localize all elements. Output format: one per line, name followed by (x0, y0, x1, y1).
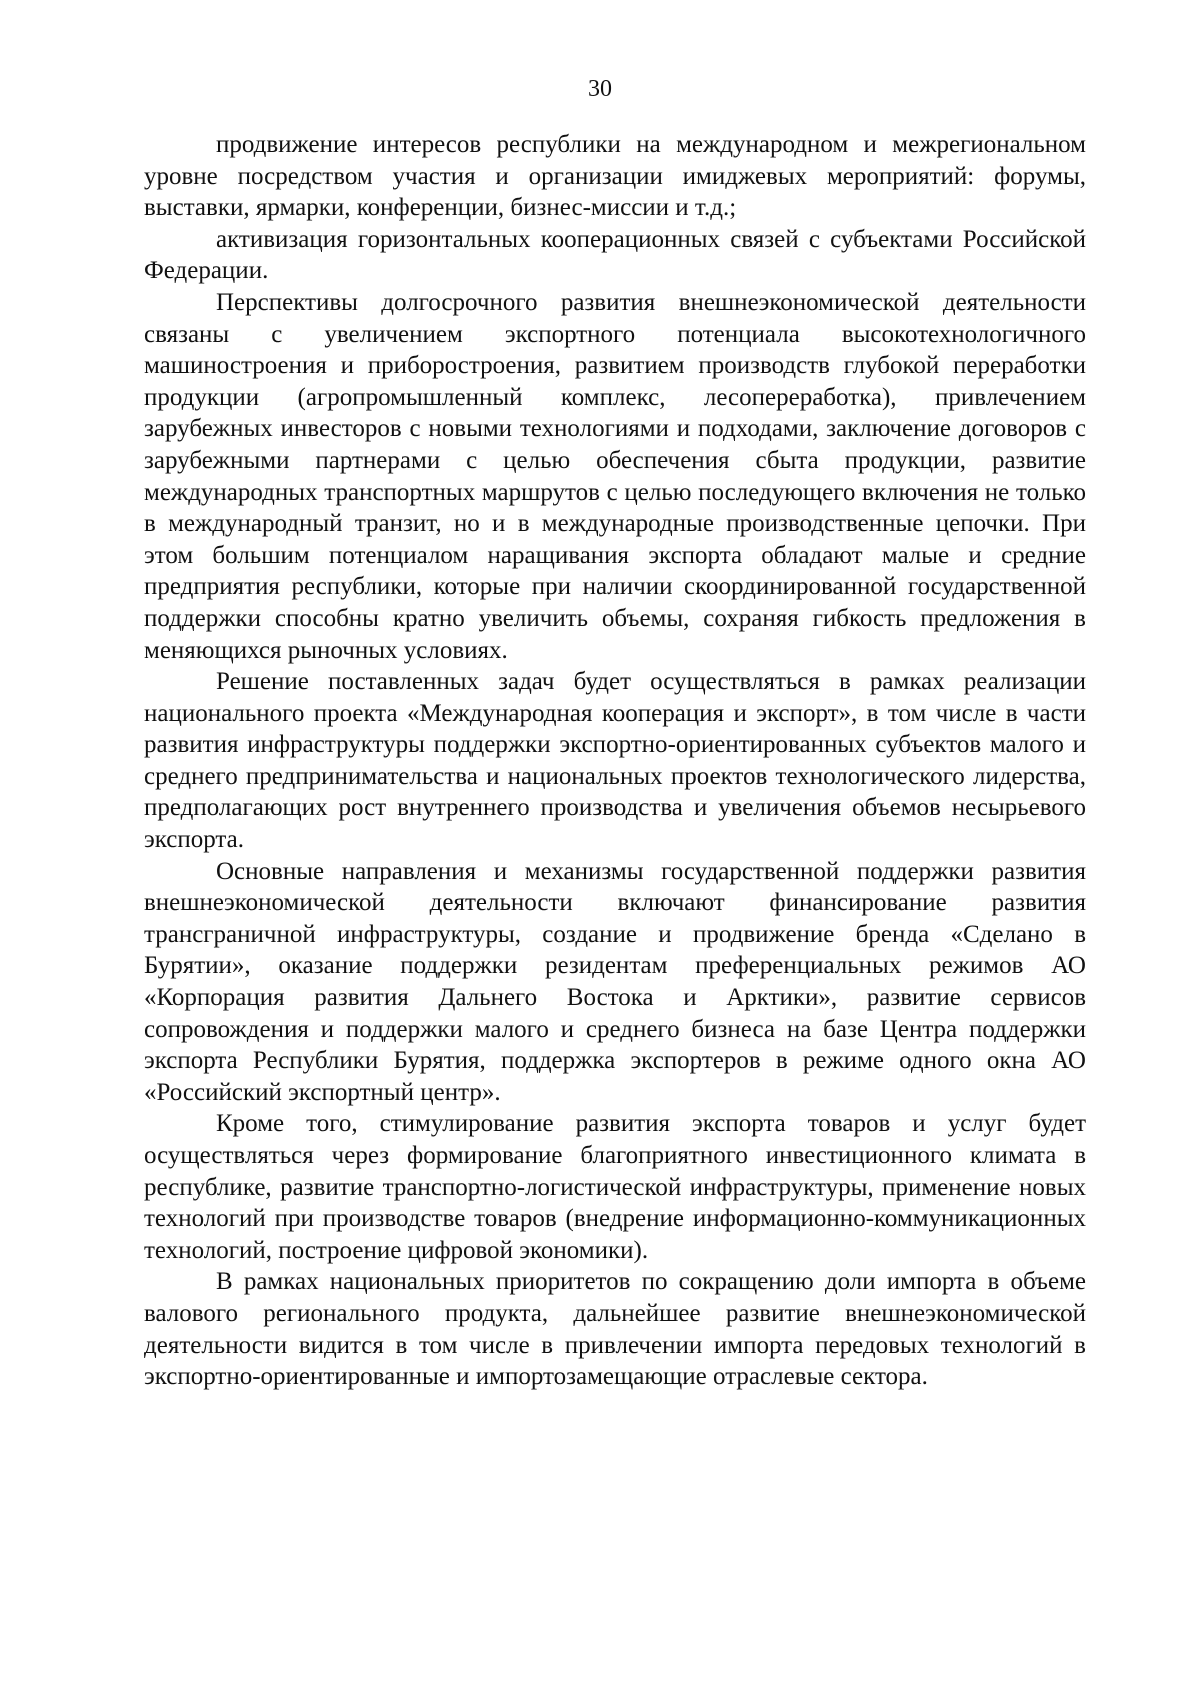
paragraph-import-reduction: В рамках национальных приоритетов по сокращению доли импорта в объеме валового регионального продукта, дальнейшее развитие внешнеэкономической деятельности видится в том числе в привлечении импорта передовых технологий в экспортно-ориентированные и импортозамещающие отраслевые сектора. (144, 1268, 1086, 1391)
paragraph-horizontal-cooperation: активизация горизонтальных кооперационных связей с субъектами Российской Федерации. (144, 225, 1086, 285)
body-text (144, 129, 1086, 1393)
paragraph-promotion-interests: продвижение интересов республики на международном и межрегиональном уровне посредством участия и организации имиджевых мероприятий: форумы, выставки, ярмарки, конференции, бизнес-миссии и т.д.; (144, 131, 1086, 222)
page-number: 30 (588, 76, 612, 102)
paragraph-export-stimulation: Кроме того, стимулирование развития экспорта товаров и услуг будет осуществляться через формирование благоприятного инвестиционного климата в республике, развитие транспортно-логистической инфраструктуры, применение новых технологий при производстве товаров (внедрение информационно-коммуникационных технологий, построение цифровой экономики). (144, 1110, 1086, 1264)
paragraph-long-term-prospects: Перспективы долгосрочного развития внешнеэкономической деятельности связаны с увеличением экспортного потенциала высокотехнологичного машиностроения и приборостроения, развитием производств глубокой переработки продукции (агропромышленный комплекс, лесопереработка), привлечением зарубежных инвесторов с новыми технологиями и подходами, заключение договоров с зарубежными партнерами с целью обеспечения сбыта продукции, развитие международных транспортных маршрутов с целью последующего включения не только в международный транзит, но и в международные производственные цепочки. При этом большим потенциалом наращивания экспорта обладают малые и средние предприятия республики, которые при наличии скоординированной государственной поддержки способны кратно увеличить объемы, сохраняя гибкость предложения в меняющихся рыночных условиях. (144, 288, 1086, 664)
paragraph-support-mechanisms: Основные направления и механизмы государственной поддержки развития внешнеэкономической деятельности включают финансирование развития трансграничной инфраструктуры, создание и продвижение бренда «Сделано в Бурятии», оказание поддержки резидентам преференциальных режимов АО «Корпорация развития Дальнего Востока и Арктики», развитие сервисов сопровождения и поддержки малого и среднего бизнеса на базе Центра поддержки экспорта Республики Бурятия, поддержка экспортеров в режиме одного окна АО «Российский экспортный центр». (144, 857, 1086, 1106)
paragraph-national-project: Решение поставленных задач будет осуществляться в рамках реализации национального проекта «Международная кооперация и экспорт», в том числе в части развития инфраструктуры поддержки экспортно-ориентированных субъектов малого и среднего предпринимательства и национальных проектов технологического лидерства, предполагающих рост внутреннего производства и увеличения объемов несырьевого экспорта. (144, 668, 1086, 854)
